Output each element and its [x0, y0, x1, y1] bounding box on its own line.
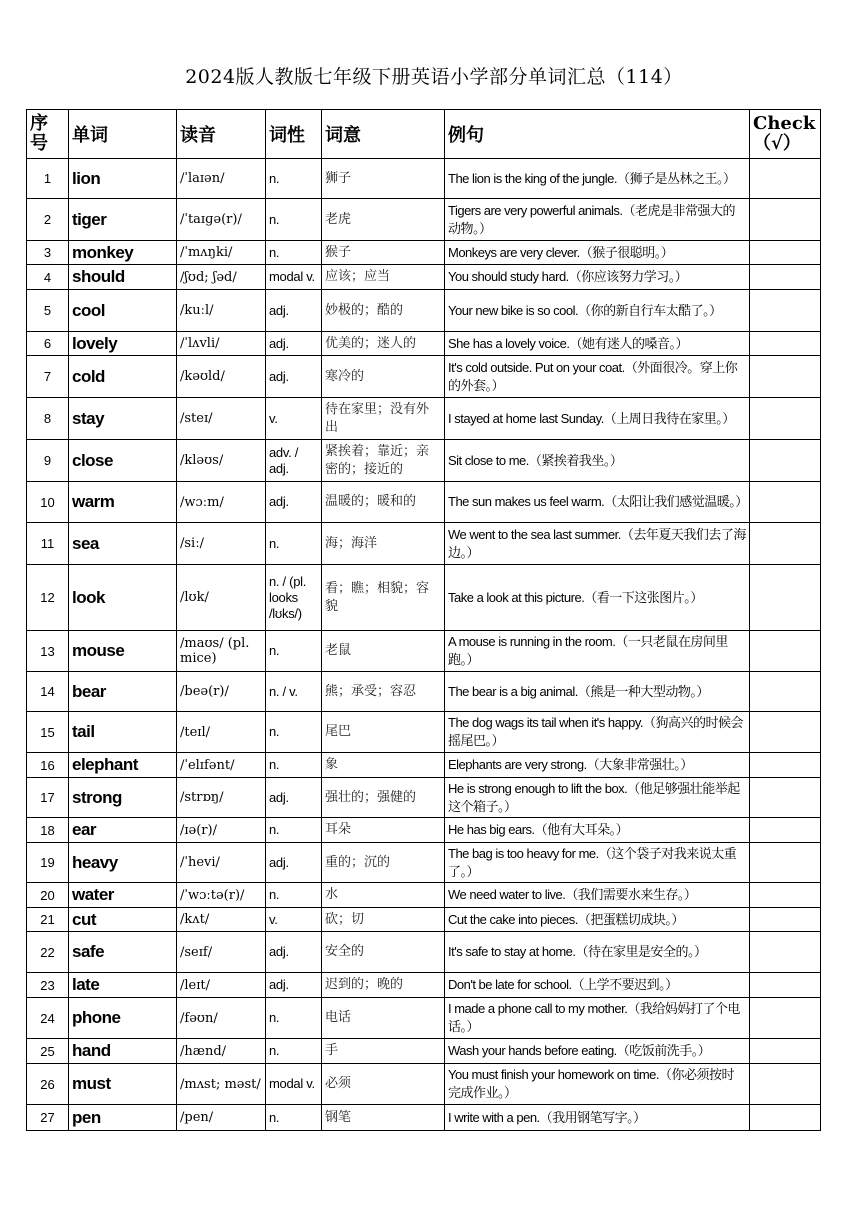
word-cell: stay: [69, 398, 177, 440]
part-of-speech-cell: adj.: [266, 973, 322, 998]
check-cell[interactable]: [750, 241, 821, 265]
check-cell[interactable]: [750, 631, 821, 672]
part-of-speech-cell: adj.: [266, 356, 322, 398]
row-number: 1: [27, 159, 69, 199]
header-part-of-speech: 词性: [266, 110, 322, 159]
word-cell: warm: [69, 482, 177, 523]
pronunciation-cell: /leɪt/: [177, 973, 266, 998]
table-row: [27, 241, 821, 265]
table-row: [27, 159, 821, 199]
part-of-speech-cell: n.: [266, 523, 322, 565]
pronunciation-cell: /mʌst; məst/: [177, 1064, 266, 1105]
part-of-speech-cell: adj.: [266, 332, 322, 356]
meaning-cell: 耳朵: [322, 818, 445, 843]
meaning-cell: 待在家里；没有外出: [322, 398, 445, 440]
row-number: 5: [27, 290, 69, 332]
table-row: [27, 332, 821, 356]
table-row: [27, 908, 821, 932]
meaning-cell: 妙极的；酷的: [322, 290, 445, 332]
row-number: 8: [27, 398, 69, 440]
table-row: [27, 356, 821, 398]
word-cell: ear: [69, 818, 177, 843]
row-number: 2: [27, 199, 69, 241]
row-number: 24: [27, 998, 69, 1039]
check-cell[interactable]: [750, 883, 821, 908]
meaning-cell: 必须: [322, 1064, 445, 1105]
example-sentence-cell: You must finish your homework on time.（你必须按时完成作业。）: [445, 1064, 750, 1105]
table-row: [27, 398, 821, 440]
pronunciation-cell: /ɪə(r)/: [177, 818, 266, 843]
check-cell[interactable]: [750, 565, 821, 631]
word-cell: hand: [69, 1039, 177, 1064]
pronunciation-cell: /pen/: [177, 1105, 266, 1131]
meaning-cell: 安全的: [322, 932, 445, 973]
check-cell[interactable]: [750, 356, 821, 398]
pronunciation-cell: /siː/: [177, 523, 266, 565]
check-cell[interactable]: [750, 159, 821, 199]
check-cell[interactable]: [750, 1064, 821, 1105]
word-cell: look: [69, 565, 177, 631]
meaning-cell: 优美的；迷人的: [322, 332, 445, 356]
part-of-speech-cell: n.: [266, 199, 322, 241]
table-row: [27, 199, 821, 241]
part-of-speech-cell: modal v.: [266, 1064, 322, 1105]
row-number: 4: [27, 265, 69, 290]
part-of-speech-cell: n.: [266, 631, 322, 672]
part-of-speech-cell: n.: [266, 818, 322, 843]
word-cell: late: [69, 973, 177, 998]
pronunciation-cell: /steɪ/: [177, 398, 266, 440]
check-cell[interactable]: [750, 753, 821, 778]
row-number: 16: [27, 753, 69, 778]
check-cell[interactable]: [750, 332, 821, 356]
pronunciation-cell: /kuːl/: [177, 290, 266, 332]
meaning-cell: 电话: [322, 998, 445, 1039]
meaning-cell: 水: [322, 883, 445, 908]
part-of-speech-cell: adv. / adj.: [266, 440, 322, 482]
table-row: [27, 1105, 821, 1131]
pronunciation-cell: /beə(r)/: [177, 672, 266, 712]
header-number: 序号: [27, 110, 69, 159]
word-cell: close: [69, 440, 177, 482]
example-sentence-cell: He has big ears.（他有大耳朵。）: [445, 818, 750, 843]
check-cell[interactable]: [750, 932, 821, 973]
meaning-cell: 强壮的；强健的: [322, 778, 445, 818]
example-sentence-cell: Elephants are very strong.（大象非常强壮。）: [445, 753, 750, 778]
part-of-speech-cell: n.: [266, 1105, 322, 1131]
table-row: [27, 265, 821, 290]
meaning-cell: 重的；沉的: [322, 843, 445, 883]
row-number: 13: [27, 631, 69, 672]
word-cell: pen: [69, 1105, 177, 1131]
row-number: 21: [27, 908, 69, 932]
word-cell: elephant: [69, 753, 177, 778]
example-sentence-cell: I write with a pen.（我用钢笔写字。）: [445, 1105, 750, 1131]
table-row: [27, 778, 821, 818]
example-sentence-cell: Sit close to me.（紧挨着我坐。）: [445, 440, 750, 482]
pronunciation-cell: /ˈmʌŋki/: [177, 241, 266, 265]
check-cell[interactable]: [750, 199, 821, 241]
row-number: 23: [27, 973, 69, 998]
pronunciation-cell: /kʌt/: [177, 908, 266, 932]
pronunciation-cell: /ˈhevi/: [177, 843, 266, 883]
example-sentence-cell: The bag is too heavy for me.（这个袋子对我来说太重了。）: [445, 843, 750, 883]
word-cell: bear: [69, 672, 177, 712]
check-cell[interactable]: [750, 398, 821, 440]
page-title: 2024版人教版七年级下册英语小学部分单词汇总（114）: [185, 66, 683, 88]
row-number: 10: [27, 482, 69, 523]
meaning-cell: 老虎: [322, 199, 445, 241]
part-of-speech-cell: n.: [266, 712, 322, 753]
part-of-speech-cell: n. / (pl. looks /lʊks/): [266, 565, 322, 631]
word-cell: safe: [69, 932, 177, 973]
row-number: 12: [27, 565, 69, 631]
example-sentence-cell: The sun makes us feel warm.（太阳让我们感觉温暖。）: [445, 482, 750, 523]
table-row: [27, 843, 821, 883]
table-row: [27, 883, 821, 908]
check-cell[interactable]: [750, 672, 821, 712]
part-of-speech-cell: adj.: [266, 290, 322, 332]
part-of-speech-cell: v.: [266, 398, 322, 440]
table-row: [27, 440, 821, 482]
word-cell: phone: [69, 998, 177, 1039]
example-sentence-cell: The dog wags its tail when it's happy.（狗高兴的时候会摇尾巴。）: [445, 712, 750, 753]
check-cell[interactable]: [750, 265, 821, 290]
example-sentence-cell: He is strong enough to lift the box.（他足够强壮能举起这个箱子。）: [445, 778, 750, 818]
table-body: [27, 159, 821, 1131]
check-cell[interactable]: [750, 973, 821, 998]
row-number: 15: [27, 712, 69, 753]
meaning-cell: 看；瞧；相貌；容貌: [322, 565, 445, 631]
meaning-cell: 温暖的；暖和的: [322, 482, 445, 523]
pronunciation-cell: /ˈwɔːtə(r)/: [177, 883, 266, 908]
pronunciation-cell: /ˈelɪfənt/: [177, 753, 266, 778]
check-cell[interactable]: [750, 908, 821, 932]
table-row: [27, 672, 821, 712]
table-row: [27, 932, 821, 973]
check-cell[interactable]: [750, 290, 821, 332]
word-cell: tiger: [69, 199, 177, 241]
example-sentence-cell: Tigers are very powerful animals.（老虎是非常强大的动物。）: [445, 199, 750, 241]
header-pronunciation: 读音: [177, 110, 266, 159]
header-meaning: 词意: [322, 110, 445, 159]
example-sentence-cell: It's safe to stay at home.（待在家里是安全的。）: [445, 932, 750, 973]
meaning-cell: 钢笔: [322, 1105, 445, 1131]
pronunciation-cell: /wɔːm/: [177, 482, 266, 523]
meaning-cell: 象: [322, 753, 445, 778]
row-number: 25: [27, 1039, 69, 1064]
pronunciation-cell: /maʊs/ (pl. mice): [177, 631, 266, 672]
meaning-cell: 手: [322, 1039, 445, 1064]
pronunciation-cell: /teɪl/: [177, 712, 266, 753]
check-cell[interactable]: [750, 712, 821, 753]
part-of-speech-cell: adj.: [266, 843, 322, 883]
word-cell: lovely: [69, 332, 177, 356]
part-of-speech-cell: adj.: [266, 482, 322, 523]
pronunciation-cell: /seɪf/: [177, 932, 266, 973]
example-sentence-cell: It's cold outside. Put on your coat.（外面很冷。穿上你的外套。）: [445, 356, 750, 398]
table-row: [27, 290, 821, 332]
example-sentence-cell: The lion is the king of the jungle.（狮子是丛林之王。）: [445, 159, 750, 199]
meaning-cell: 尾巴: [322, 712, 445, 753]
meaning-cell: 砍；切: [322, 908, 445, 932]
table-row: [27, 565, 821, 631]
row-number: 6: [27, 332, 69, 356]
table-row: [27, 973, 821, 998]
check-cell[interactable]: [750, 1105, 821, 1131]
word-cell: lion: [69, 159, 177, 199]
check-cell[interactable]: [750, 523, 821, 565]
example-sentence-cell: We need water to live.（我们需要水来生存。）: [445, 883, 750, 908]
row-number: 22: [27, 932, 69, 973]
part-of-speech-cell: adj.: [266, 778, 322, 818]
table-row: [27, 753, 821, 778]
part-of-speech-cell: adj.: [266, 932, 322, 973]
row-number: 18: [27, 818, 69, 843]
pronunciation-cell: /kəʊld/: [177, 356, 266, 398]
part-of-speech-cell: n. / v.: [266, 672, 322, 712]
header-check: Check（√）: [750, 110, 821, 159]
pronunciation-cell: /lʊk/: [177, 565, 266, 631]
word-cell: tail: [69, 712, 177, 753]
pronunciation-cell: /ˈtaɪɡə(r)/: [177, 199, 266, 241]
header-example: 例句: [445, 110, 750, 159]
pronunciation-cell: /fəʊn/: [177, 998, 266, 1039]
meaning-cell: 应该；应当: [322, 265, 445, 290]
meaning-cell: 寒冷的: [322, 356, 445, 398]
part-of-speech-cell: n.: [266, 883, 322, 908]
part-of-speech-cell: modal v.: [266, 265, 322, 290]
part-of-speech-cell: n.: [266, 753, 322, 778]
pronunciation-cell: /hænd/: [177, 1039, 266, 1064]
header-word: 单词: [69, 110, 177, 159]
word-cell: cold: [69, 356, 177, 398]
example-sentence-cell: I made a phone call to my mother.（我给妈妈打了个电话。）: [445, 998, 750, 1039]
table-row: [27, 1064, 821, 1105]
part-of-speech-cell: n.: [266, 241, 322, 265]
meaning-cell: 老鼠: [322, 631, 445, 672]
row-number: 19: [27, 843, 69, 883]
word-cell: cool: [69, 290, 177, 332]
row-number: 14: [27, 672, 69, 712]
word-cell: water: [69, 883, 177, 908]
table-header-row: [27, 110, 821, 159]
row-number: 9: [27, 440, 69, 482]
pronunciation-cell: /ʃʊd; ʃəd/: [177, 265, 266, 290]
meaning-cell: 紧挨着；靠近；亲密的；接近的: [322, 440, 445, 482]
part-of-speech-cell: n.: [266, 159, 322, 199]
meaning-cell: 狮子: [322, 159, 445, 199]
example-sentence-cell: Your new bike is so cool.（你的新自行车太酷了。）: [445, 290, 750, 332]
part-of-speech-cell: v.: [266, 908, 322, 932]
table-row: [27, 631, 821, 672]
row-number: 20: [27, 883, 69, 908]
row-number: 26: [27, 1064, 69, 1105]
check-cell[interactable]: [750, 482, 821, 523]
check-cell[interactable]: [750, 843, 821, 883]
word-cell: must: [69, 1064, 177, 1105]
meaning-cell: 猴子: [322, 241, 445, 265]
word-cell: heavy: [69, 843, 177, 883]
vocabulary-table: [26, 109, 821, 1131]
meaning-cell: 海；海洋: [322, 523, 445, 565]
part-of-speech-cell: n.: [266, 1039, 322, 1064]
word-cell: monkey: [69, 241, 177, 265]
example-sentence-cell: Take a look at this picture.（看一下这张图片。）: [445, 565, 750, 631]
example-sentence-cell: A mouse is running in the room.（一只老鼠在房间里跑。）: [445, 631, 750, 672]
table-row: [27, 523, 821, 565]
table-row: [27, 1039, 821, 1064]
example-sentence-cell: We went to the sea last summer.（去年夏天我们去了海边。）: [445, 523, 750, 565]
part-of-speech-cell: n.: [266, 998, 322, 1039]
example-sentence-cell: Don't be late for school.（上学不要迟到。）: [445, 973, 750, 998]
word-cell: mouse: [69, 631, 177, 672]
word-cell: should: [69, 265, 177, 290]
row-number: 7: [27, 356, 69, 398]
pronunciation-cell: /ˈlʌvli/: [177, 332, 266, 356]
table-row: [27, 712, 821, 753]
row-number: 27: [27, 1105, 69, 1131]
meaning-cell: 迟到的；晚的: [322, 973, 445, 998]
example-sentence-cell: She has a lovely voice.（她有迷人的嗓音。）: [445, 332, 750, 356]
check-cell[interactable]: [750, 998, 821, 1039]
pronunciation-cell: /strɒŋ/: [177, 778, 266, 818]
example-sentence-cell: Cut the cake into pieces.（把蛋糕切成块。）: [445, 908, 750, 932]
word-cell: strong: [69, 778, 177, 818]
example-sentence-cell: The bear is a big animal.（熊是一种大型动物。）: [445, 672, 750, 712]
check-cell[interactable]: [750, 778, 821, 818]
pronunciation-cell: /ˈlaɪən/: [177, 159, 266, 199]
check-cell[interactable]: [750, 440, 821, 482]
check-cell[interactable]: [750, 1039, 821, 1064]
table-row: [27, 998, 821, 1039]
example-sentence-cell: Wash your hands before eating.（吃饭前洗手。）: [445, 1039, 750, 1064]
row-number: 11: [27, 523, 69, 565]
row-number: 3: [27, 241, 69, 265]
example-sentence-cell: You should study hard.（你应该努力学习。）: [445, 265, 750, 290]
pronunciation-cell: /kləʊs/: [177, 440, 266, 482]
meaning-cell: 熊；承受；容忍: [322, 672, 445, 712]
table-row: [27, 818, 821, 843]
row-number: 17: [27, 778, 69, 818]
table-row: [27, 482, 821, 523]
check-cell[interactable]: [750, 818, 821, 843]
example-sentence-cell: Monkeys are very clever.（猴子很聪明。）: [445, 241, 750, 265]
word-cell: cut: [69, 908, 177, 932]
word-cell: sea: [69, 523, 177, 565]
example-sentence-cell: I stayed at home last Sunday.（上周日我待在家里。）: [445, 398, 750, 440]
